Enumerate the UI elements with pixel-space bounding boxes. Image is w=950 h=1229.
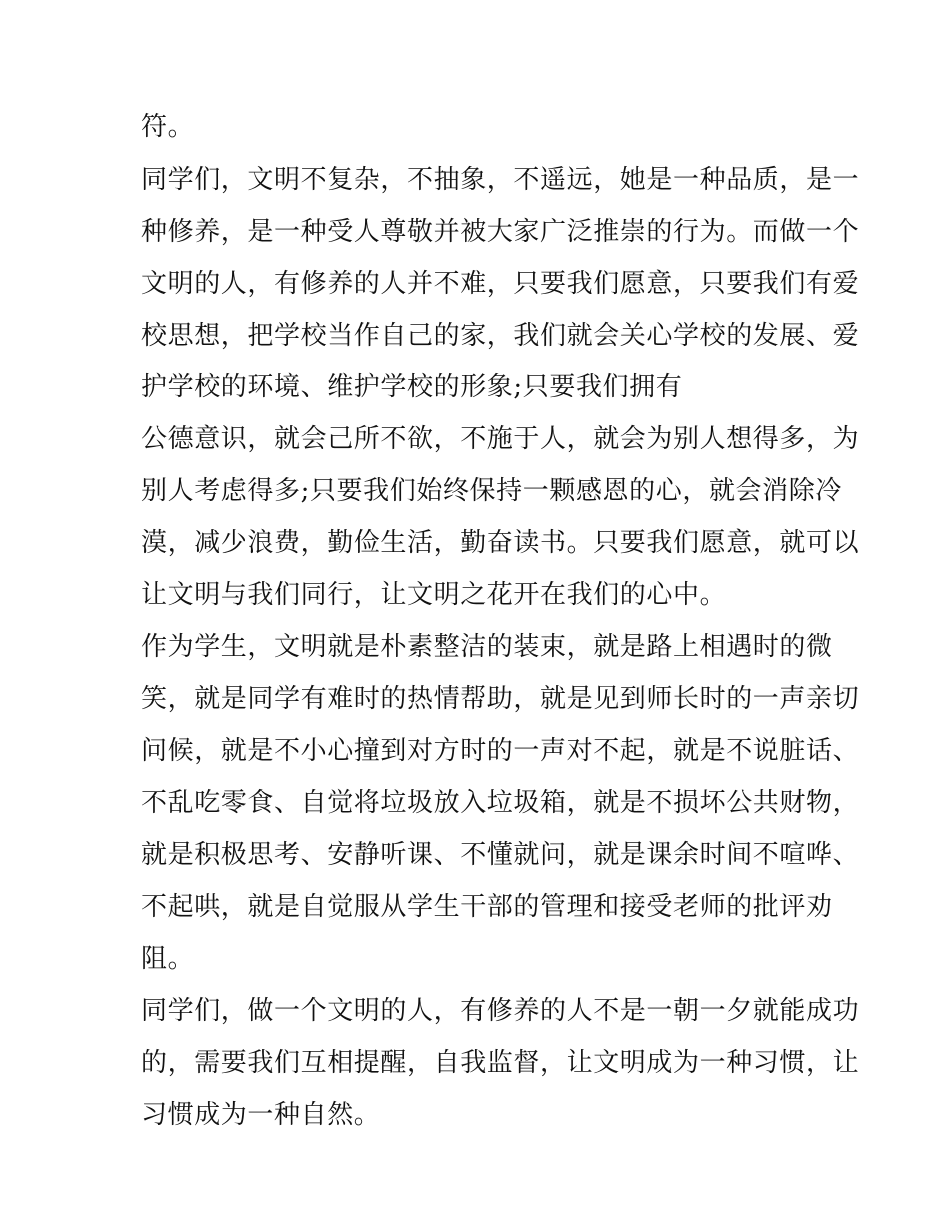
text-line: 就是积极思考、安静听课、不懂就问，就是课余时间不喧哗、 [141, 840, 860, 870]
text-line: 的，需要我们互相提醒，自我监督，让文明成为一种习惯，让 [141, 1048, 860, 1078]
text-line: 种修养，是一种受人尊敬并被大家广泛推崇的行为。而做一个 [141, 217, 860, 247]
text-line: 漠，减少浪费，勤俭生活，勤奋读书。只要我们愿意，就可以 [141, 528, 860, 558]
text-line: 问候，就是不小心撞到对方时的一声对不起，就是不说脏话、 [141, 736, 860, 766]
text-line: 文明的人，有修养的人并不难，只要我们愿意，只要我们有爱 [141, 269, 860, 299]
text-line: 习惯成为一种自然。 [141, 1100, 381, 1130]
text-line: 护学校的环境、维护学校的形象;只要我们拥有 [141, 372, 683, 402]
text-line: 校思想，把学校当作自己的家，我们就会关心学校的发展、爱 [141, 321, 860, 351]
text-line: 让文明与我们同行，让文明之花开在我们的心中。 [141, 580, 727, 610]
text-line: 符。 [141, 112, 195, 142]
text-line: 同学们，文明不复杂，不抽象，不遥远，她是一种品质，是一 [141, 165, 860, 195]
text-line: 别人考虑得多;只要我们始终保持一颗感恩的心，就会消除冷 [141, 476, 842, 506]
text-line: 不起哄，就是自觉服从学生干部的管理和接受老师的批评劝 [141, 892, 833, 922]
text-line: 同学们，做一个文明的人，有修养的人不是一朝一夕就能成功 [141, 996, 860, 1026]
text-line: 不乱吃零食、自觉将垃圾放入垃圾箱，就是不损坏公共财物， [141, 788, 860, 818]
text-line: 作为学生，文明就是朴素整洁的装束，就是路上相遇时的微 [141, 632, 833, 662]
text-line: 公德意识，就会己所不欲，不施于人，就会为别人想得多，为 [141, 424, 860, 454]
text-line: 笑，就是同学有难时的热情帮助，就是见到师长时的一声亲切 [141, 684, 860, 714]
text-line: 阻。 [141, 944, 195, 974]
